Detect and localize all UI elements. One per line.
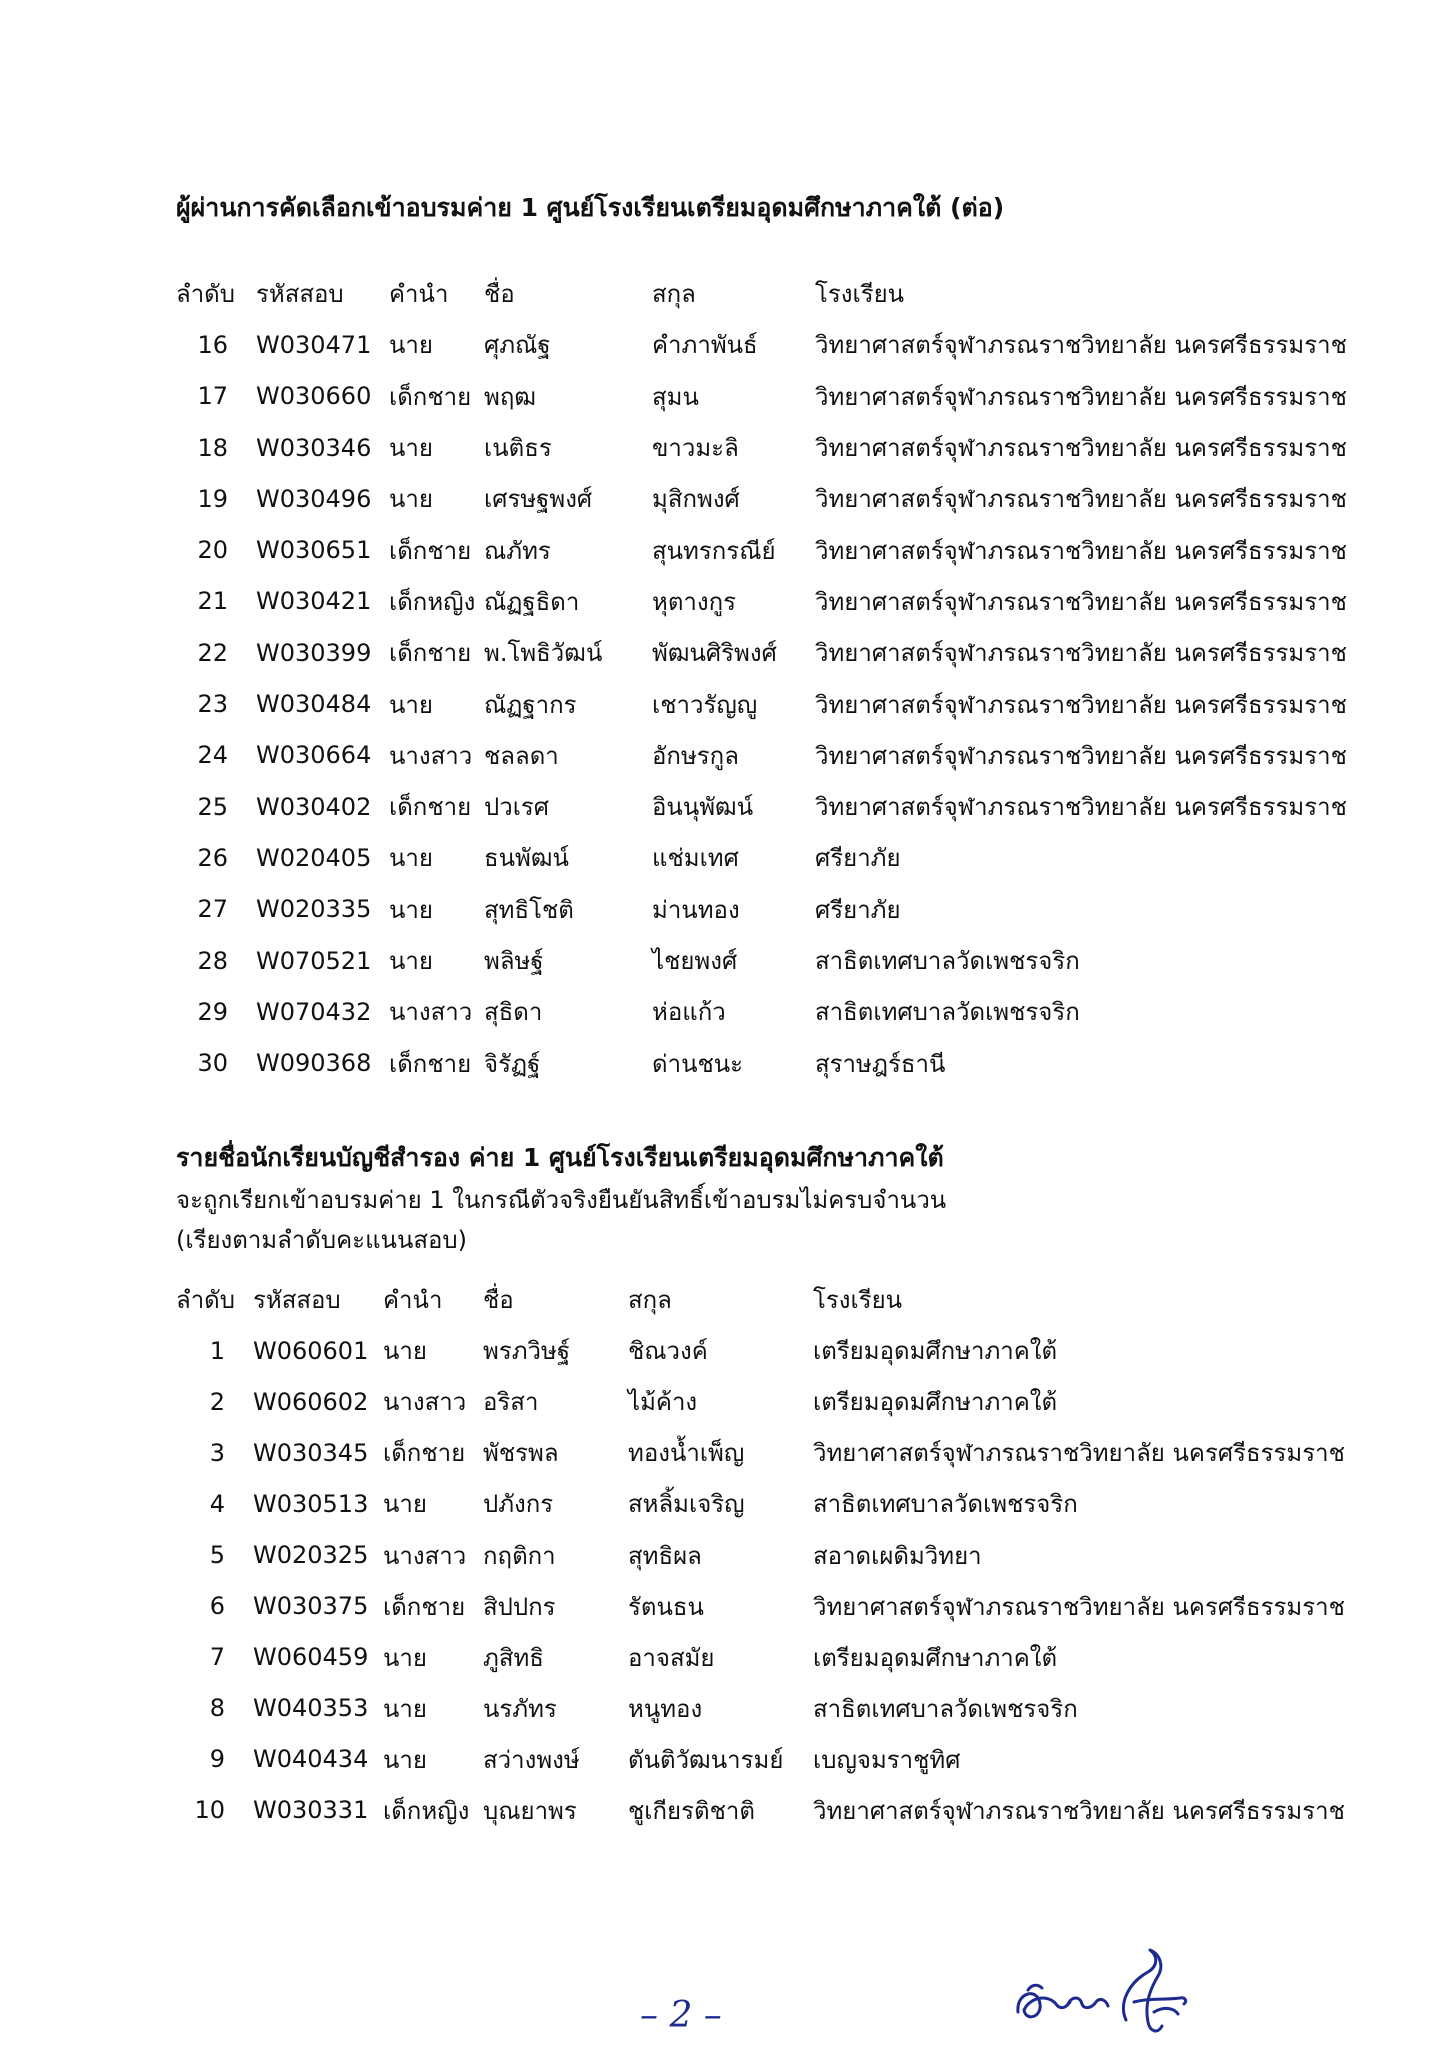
first-name-cell: ณัฏฐากร xyxy=(484,690,577,719)
first-name-cell: พฤฒ xyxy=(484,382,537,411)
prefix-cell: เด็กชาย xyxy=(389,793,472,822)
prefix-cell: นาย xyxy=(383,1337,427,1366)
first-name-cell: ปวเรศ xyxy=(484,793,550,822)
exam-code-cell: W030421 xyxy=(256,587,372,616)
first-name-cell: พัชรพล xyxy=(483,1439,559,1468)
table-row xyxy=(176,1529,1373,1580)
last-name-cell: ไชยพงศ์ xyxy=(652,947,738,975)
school-cell: วิทยาศาสตร์จุฬาภรณราชวิทยาลัย นครศรีธรรมราช xyxy=(815,331,1347,360)
order-cell: 4 xyxy=(209,1489,225,1518)
last-name-cell: เชาวรัญญู xyxy=(652,690,758,719)
table-header-row xyxy=(176,1274,1373,1325)
first-name-cell: จิรัฏฐ์ xyxy=(484,1049,541,1078)
order-cell: 18 xyxy=(197,433,228,462)
header-school: โรงเรียน xyxy=(815,280,905,309)
exam-code-cell: W030402 xyxy=(256,792,372,821)
school-cell: วิทยาศาสตร์จุฬาภรณราชวิทยาลัย นครศรีธรรมราช xyxy=(815,639,1347,668)
exam-code-cell: W030375 xyxy=(253,1592,369,1621)
first-name-cell: พ.โพธิวัฒน์ xyxy=(484,639,603,668)
school-cell: สาธิตเทศบาลวัดเพชรจริก xyxy=(815,998,1080,1027)
last-name-cell: ไม้ค้าง xyxy=(628,1388,698,1417)
order-cell: 23 xyxy=(197,690,228,719)
order-cell: 20 xyxy=(197,536,228,565)
order-cell: 26 xyxy=(197,843,228,872)
school-cell: สาธิตเทศบาลวัดเพชรจริก xyxy=(813,1694,1078,1723)
selected-students-body xyxy=(176,319,1375,1088)
school-cell: วิทยาศาสตร์จุฬาภรณราชวิทยาลัย นครศรีธรรมราช xyxy=(813,1592,1345,1621)
table-row xyxy=(176,576,1375,627)
order-cell: 2 xyxy=(209,1387,225,1416)
order-cell: 24 xyxy=(197,741,228,770)
order-cell: 7 xyxy=(209,1643,225,1672)
order-cell: 10 xyxy=(194,1796,225,1825)
last-name-cell: หนูทอง xyxy=(628,1694,703,1723)
last-name-cell: ทองน้ำเพ็ญ xyxy=(628,1439,745,1468)
last-name-cell: มุสิกพงศ์ xyxy=(652,485,740,514)
first-name-cell: เศรษฐพงศ์ xyxy=(484,485,593,514)
exam-code-cell: W040353 xyxy=(253,1694,369,1723)
order-cell: 28 xyxy=(197,946,228,975)
order-cell: 1 xyxy=(209,1336,225,1365)
header-last-name: สกุล xyxy=(628,1286,672,1315)
prefix-cell: นาย xyxy=(389,434,433,463)
section2-title: รายชื่อนักเรียนบัญชีสำรอง ค่าย 1 ศูนย์โรงเรียนเตรียมอุดมศึกษาภาคใต้ xyxy=(176,1143,944,1172)
table-row xyxy=(176,1037,1375,1088)
school-cell: วิทยาศาสตร์จุฬาภรณราชวิทยาลัย นครศรีธรรมราช xyxy=(815,485,1347,514)
last-name-cell: ม่านทอง xyxy=(652,895,740,924)
last-name-cell: คำภาพันธ์ xyxy=(652,331,758,360)
last-name-cell: อินนุพัฒน์ xyxy=(652,793,754,822)
header-first-name: ชื่อ xyxy=(484,280,515,309)
school-cell: เตรียมอุดมศึกษาภาคใต้ xyxy=(813,1337,1058,1366)
table-row xyxy=(176,1683,1373,1734)
last-name-cell: อักษรกูล xyxy=(652,741,739,770)
table-row xyxy=(176,781,1375,832)
school-cell: เบญจมราชูทิศ xyxy=(813,1745,961,1774)
last-name-cell: ห่อแก้ว xyxy=(652,998,726,1027)
exam-code-cell: W030660 xyxy=(256,382,372,411)
prefix-cell: นาย xyxy=(389,690,433,719)
prefix-cell: นางสาว xyxy=(383,1541,467,1570)
header-order: ลำดับ xyxy=(176,280,236,309)
table-row xyxy=(176,935,1375,986)
prefix-cell: เด็กชาย xyxy=(389,1049,472,1078)
school-cell: ศรียาภัย xyxy=(815,844,901,873)
first-name-cell: นรภัทร xyxy=(483,1694,557,1723)
table-row xyxy=(176,1478,1373,1529)
table-row xyxy=(176,1427,1373,1478)
table-row xyxy=(176,730,1375,781)
school-cell: สุราษฎร์ธานี xyxy=(815,1049,946,1078)
table-row xyxy=(176,473,1375,524)
first-name-cell: สิปปกร xyxy=(483,1592,556,1621)
first-name-cell: ณภัทร xyxy=(484,536,551,565)
school-cell: วิทยาศาสตร์จุฬาภรณราชวิทยาลัย นครศรีธรรมราช xyxy=(815,690,1347,719)
order-cell: 21 xyxy=(197,587,228,616)
last-name-cell: ขาวมะลิ xyxy=(652,434,739,463)
exam-code-cell: W030496 xyxy=(256,484,372,513)
table-row xyxy=(176,524,1375,575)
prefix-cell: เด็กชาย xyxy=(389,536,472,565)
exam-code-cell: W030331 xyxy=(253,1796,369,1825)
last-name-cell: ตันติวัฒนารมย์ xyxy=(628,1745,784,1774)
last-name-cell: พัฒนศิริพงศ์ xyxy=(652,639,777,668)
exam-code-cell: W030484 xyxy=(256,690,372,719)
school-cell: สาธิตเทศบาลวัดเพชรจริก xyxy=(815,947,1080,975)
header-exam-code: รหัสสอบ xyxy=(253,1286,341,1315)
order-cell: 30 xyxy=(197,1049,228,1078)
table-row xyxy=(176,832,1375,883)
first-name-cell: พรภวิษฐ์ xyxy=(483,1337,571,1366)
prefix-cell: เด็กชาย xyxy=(383,1439,466,1468)
first-name-cell: กฤติกา xyxy=(483,1541,556,1570)
table-row xyxy=(176,1325,1373,1376)
handwritten-signature xyxy=(1008,1942,1198,2042)
first-name-cell: ปภังกร xyxy=(483,1490,554,1519)
school-cell: วิทยาศาสตร์จุฬาภรณราชวิทยาลัย นครศรีธรรมราช xyxy=(815,741,1347,770)
school-cell: สาธิตเทศบาลวัดเพชรจริก xyxy=(813,1490,1078,1519)
selected-students-table xyxy=(176,268,1375,1089)
last-name-cell: สุทธิผล xyxy=(628,1541,702,1570)
table-header-row xyxy=(176,268,1375,319)
first-name-cell: เนติธร xyxy=(484,434,552,463)
school-cell: วิทยาศาสตร์จุฬาภรณราชวิทยาลัย นครศรีธรรมราช xyxy=(813,1796,1345,1825)
table-row xyxy=(176,1376,1373,1427)
first-name-cell: อริสา xyxy=(483,1388,539,1417)
school-cell: ศรียาภัย xyxy=(815,895,901,924)
school-cell: วิทยาศาสตร์จุฬาภรณราชวิทยาลัย นครศรีธรรมราช xyxy=(815,382,1347,411)
table-row xyxy=(176,678,1375,729)
exam-code-cell: W020335 xyxy=(256,895,372,924)
first-name-cell: สุทธิโชติ xyxy=(484,895,574,924)
order-cell: 6 xyxy=(209,1592,225,1621)
header-prefix: คำนำ xyxy=(389,280,449,309)
table-row xyxy=(176,1734,1373,1785)
prefix-cell: เด็กหญิง xyxy=(389,587,476,616)
header-school: โรงเรียน xyxy=(813,1286,903,1315)
section1-title: ผู้ผ่านการคัดเลือกเข้าอบรมค่าย 1 ศูนย์โรงเรียนเตรียมอุดมศึกษาภาคใต้ (ต่อ) xyxy=(176,193,1005,222)
first-name-cell: ชลลดา xyxy=(484,741,559,770)
prefix-cell: เด็กชาย xyxy=(383,1592,466,1621)
table-row xyxy=(176,319,1375,370)
prefix-cell: เด็กชาย xyxy=(389,639,472,668)
order-cell: 8 xyxy=(209,1694,225,1723)
prefix-cell: นาย xyxy=(383,1643,427,1672)
order-cell: 16 xyxy=(197,330,228,359)
prefix-cell: เด็กหญิง xyxy=(383,1796,470,1825)
prefix-cell: นางสาว xyxy=(389,998,473,1027)
page-number: – 2 – xyxy=(640,1995,722,2036)
school-cell: เตรียมอุดมศึกษาภาคใต้ xyxy=(813,1643,1058,1672)
school-cell: เตรียมอุดมศึกษาภาคใต้ xyxy=(813,1388,1058,1417)
last-name-cell: รัตนธน xyxy=(628,1592,704,1621)
last-name-cell: ด่านชนะ xyxy=(652,1049,744,1078)
prefix-cell: เด็กชาย xyxy=(389,382,472,411)
prefix-cell: นางสาว xyxy=(383,1388,467,1417)
exam-code-cell: W020405 xyxy=(256,843,372,872)
school-cell: วิทยาศาสตร์จุฬาภรณราชวิทยาลัย นครศรีธรรมราช xyxy=(815,536,1347,565)
header-exam-code: รหัสสอบ xyxy=(256,280,344,309)
exam-code-cell: W030664 xyxy=(256,741,372,770)
last-name-cell: สหลิ้มเจริญ xyxy=(628,1490,745,1519)
first-name-cell: ธนพัฒน์ xyxy=(484,844,569,873)
exam-code-cell: W030513 xyxy=(253,1489,369,1518)
order-cell: 19 xyxy=(197,484,228,513)
first-name-cell: ภูสิทธิ xyxy=(483,1643,544,1672)
prefix-cell: นาย xyxy=(383,1745,427,1774)
exam-code-cell: W070521 xyxy=(256,946,372,975)
first-name-cell: ศุภณัฐ xyxy=(484,331,551,360)
last-name-cell: หุตางกูร xyxy=(652,587,737,616)
exam-code-cell: W030345 xyxy=(253,1438,369,1467)
table-row xyxy=(176,371,1375,422)
exam-code-cell: W090368 xyxy=(256,1049,372,1078)
order-cell: 27 xyxy=(197,895,228,924)
first-name-cell: บุณยาพร xyxy=(483,1796,577,1825)
prefix-cell: นาย xyxy=(389,895,433,924)
order-cell: 25 xyxy=(197,792,228,821)
order-cell: 9 xyxy=(209,1745,225,1774)
school-cell: วิทยาศาสตร์จุฬาภรณราชวิทยาลัย นครศรีธรรมราช xyxy=(815,587,1347,616)
last-name-cell: สุนทรกรณีย์ xyxy=(652,536,776,565)
exam-code-cell: W060601 xyxy=(253,1336,369,1365)
prefix-cell: นาย xyxy=(389,331,433,360)
prefix-cell: นาย xyxy=(383,1490,427,1519)
header-prefix: คำนำ xyxy=(383,1286,443,1315)
exam-code-cell: W060459 xyxy=(253,1643,369,1672)
exam-code-cell: W040434 xyxy=(253,1745,369,1774)
table-row xyxy=(176,1785,1373,1836)
first-name-cell: ณัฏฐธิดา xyxy=(484,587,580,616)
prefix-cell: นาย xyxy=(389,844,433,873)
header-order: ลำดับ xyxy=(176,1286,236,1315)
header-first-name: ชื่อ xyxy=(483,1286,514,1315)
prefix-cell: นาย xyxy=(383,1694,427,1723)
reserve-note: จะถูกเรียกเข้าอบรมค่าย 1 ในกรณีตัวจริงยืนยันสิทธิ์เข้าอบรมไม่ครบจำนวน xyxy=(176,1186,947,1214)
school-cell: วิทยาศาสตร์จุฬาภรณราชวิทยาลัย นครศรีธรรมราช xyxy=(815,434,1347,463)
school-cell: สอาดเผดิมวิทยา xyxy=(813,1541,982,1570)
reserve-students-table xyxy=(176,1274,1373,1836)
prefix-cell: นางสาว xyxy=(389,741,473,770)
last-name-cell: อาจสมัย xyxy=(628,1643,715,1672)
reserve-order-note: (เรียงตามลำดับคะแนนสอบ) xyxy=(176,1226,468,1254)
order-cell: 29 xyxy=(197,997,228,1026)
prefix-cell: นาย xyxy=(389,947,433,975)
first-name-cell: สุธิดา xyxy=(484,998,543,1027)
table-row xyxy=(176,627,1375,678)
order-cell: 3 xyxy=(209,1438,225,1467)
exam-code-cell: W030651 xyxy=(256,536,372,565)
table-row xyxy=(176,422,1375,473)
last-name-cell: แช่มเทศ xyxy=(652,844,739,873)
exam-code-cell: W030346 xyxy=(256,433,372,462)
exam-code-cell: W030471 xyxy=(256,330,372,359)
last-name-cell: ชิณวงค์ xyxy=(628,1337,708,1366)
table-row xyxy=(176,884,1375,935)
prefix-cell: นาย xyxy=(389,485,433,514)
order-cell: 17 xyxy=(197,382,228,411)
school-cell: วิทยาศาสตร์จุฬาภรณราชวิทยาลัย นครศรีธรรมราช xyxy=(815,793,1347,822)
last-name-cell: สุมน xyxy=(652,382,699,411)
first-name-cell: สว่างพงษ์ xyxy=(483,1745,580,1774)
table-row xyxy=(176,1632,1373,1683)
school-cell: วิทยาศาสตร์จุฬาภรณราชวิทยาลัย นครศรีธรรมราช xyxy=(813,1439,1345,1468)
header-last-name: สกุล xyxy=(652,280,696,309)
order-cell: 5 xyxy=(209,1541,225,1570)
exam-code-cell: W020325 xyxy=(253,1541,369,1570)
order-cell: 22 xyxy=(197,638,228,667)
reserve-students-body xyxy=(176,1325,1373,1836)
exam-code-cell: W030399 xyxy=(256,638,372,667)
table-row xyxy=(176,986,1375,1037)
first-name-cell: พลิษฐ์ xyxy=(484,947,544,975)
exam-code-cell: W070432 xyxy=(256,997,372,1026)
exam-code-cell: W060602 xyxy=(253,1387,369,1416)
table-row xyxy=(176,1581,1373,1632)
last-name-cell: ชูเกียรติชาติ xyxy=(628,1796,755,1825)
